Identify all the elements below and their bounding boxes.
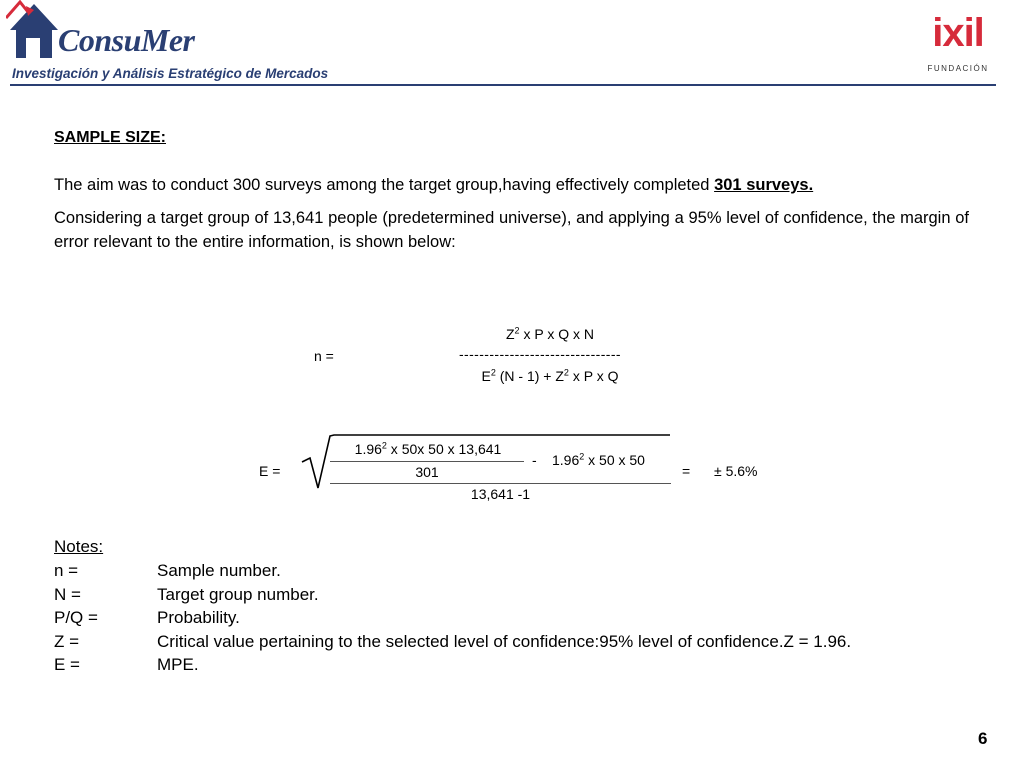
e-outer-denominator: 13,641 -1 — [470, 486, 531, 502]
intro-text: The aim was to conduct 300 surveys among the target group,having effectively completed — [54, 176, 715, 194]
notes-list — [54, 559, 994, 677]
brand-tagline: Investigación y Análisis Estratégico de Mercados — [12, 66, 329, 81]
e-outer-fraction-line — [330, 483, 671, 484]
note-row — [54, 559, 994, 583]
note-row — [54, 653, 994, 677]
note-key: N = — [54, 584, 81, 604]
context-paragraph: Considering a target group of 13,641 people (predetermined universe), and applying a 95% level of confidence, the margin of error relevant to the entire information, is shown below: — [54, 209, 969, 251]
note-key: E = — [54, 655, 80, 674]
note-row — [54, 606, 994, 630]
section-heading: SAMPLE SIZE: — [54, 129, 167, 146]
note-row — [54, 583, 994, 607]
note-value: MPE. — [157, 655, 199, 674]
note-value: Critical value pertaining to the selected level of confidence:95% level of confidence.Z = 1.96. — [157, 631, 852, 651]
header-divider — [10, 84, 996, 86]
intro-paragraph — [54, 175, 974, 195]
ixil-logo — [922, 8, 994, 74]
note-value: Probability. — [157, 608, 240, 627]
n-formula-divider: -------------------------------- — [459, 346, 621, 362]
e-second-term: 1.96$^2$ x 50 x 50 — [552, 451, 645, 468]
n-formula-numerator: $Z^2$ x P x Q x N — [505, 325, 594, 342]
note-value: Target group number. — [157, 584, 319, 604]
ixil-logo-subtext: FUNDACIÓN — [927, 64, 989, 73]
note-key: P/Q = — [54, 608, 98, 627]
e-inner-fraction-line — [330, 461, 524, 462]
e-inner-numerator: 1.96$^2$ x 50x 50 x 13,641 — [354, 440, 502, 457]
e-formula-label: E = — [259, 463, 281, 479]
notes-title: Notes: — [54, 537, 104, 556]
note-value: Sample number. — [157, 561, 281, 580]
house-icon — [6, 0, 62, 64]
note-key: Z = — [54, 631, 80, 651]
brand-name: ConsuMer — [58, 22, 195, 58]
e-inner-denominator: 301 — [415, 464, 439, 480]
e-result: ± 5.6% — [714, 463, 758, 479]
ixil-logo-word: ixil — [932, 11, 984, 55]
n-formula-label: n = — [314, 348, 334, 364]
e-equals-sign: = — [682, 463, 691, 479]
note-key: n = — [54, 561, 79, 580]
page-number: 6 — [978, 729, 988, 748]
e-minus-sign: - — [532, 452, 537, 468]
n-formula-denominator: $E^2$ $(N - 1) + Z^2$ x P x Q — [481, 367, 619, 384]
note-row — [54, 630, 994, 654]
surveys-completed: 301 surveys. — [714, 176, 814, 194]
